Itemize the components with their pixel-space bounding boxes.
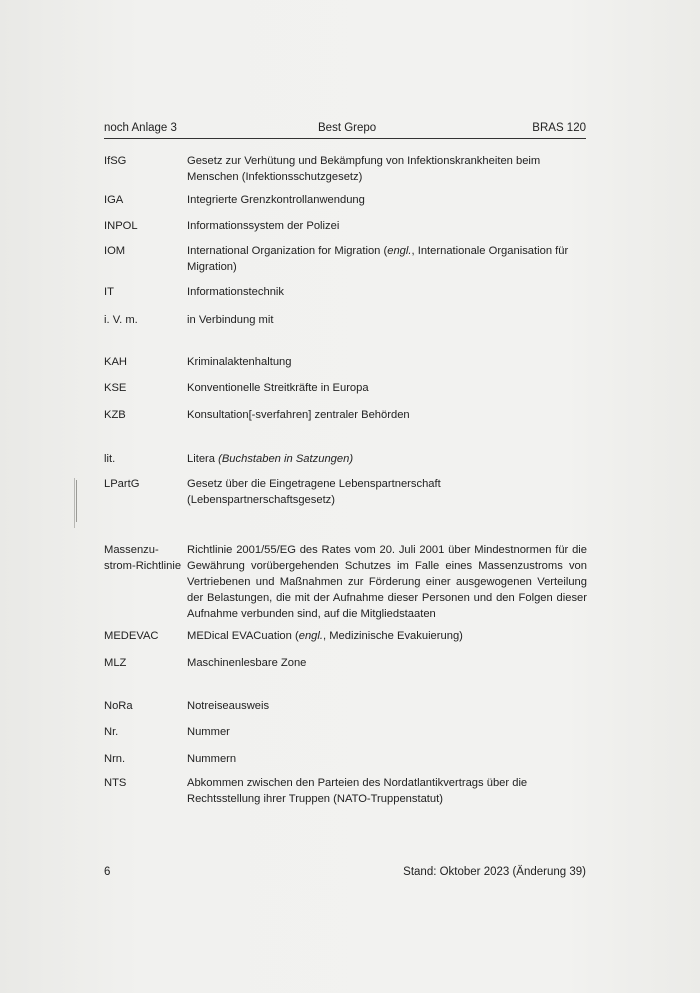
header-annex: noch Anlage 3 — [104, 122, 177, 134]
page-number: 6 — [104, 866, 111, 878]
entry-abbreviation: IT — [104, 286, 114, 298]
entry-abbreviation: Massenzu-strom-Richtlinie — [104, 544, 182, 572]
entry-definition: Integrierte Grenzkontrollanwendung — [187, 194, 365, 206]
entry-abbreviation: Nr. — [104, 726, 119, 738]
entry-abbreviation: MEDEVAC — [104, 630, 159, 642]
entry-definition: in Verbindung mit — [187, 314, 274, 326]
entry-definition: Abkommen zwischen den Parteien des Nordatlantikvertrags über die Rechtsstellung ihrer Truppen (NATO-Truppenstatut) — [187, 777, 528, 805]
entry-abbreviation: NTS — [104, 777, 127, 789]
header-title: Best Grepo — [318, 122, 377, 134]
entry-abbreviation: Nrn. — [104, 753, 126, 765]
header-reference: BRAS 120 — [532, 122, 586, 134]
revision-status: Stand: Oktober 2023 (Änderung 39) — [403, 866, 586, 878]
entry-definition: International Organization for Migration (engl., Internationale Organisation für Migration) — [187, 245, 569, 273]
entry-definition: Gesetz zur Verhütung und Bekämpfung von Infektionskrankheiten beim Menschen (Infektionsschutzgesetz) — [187, 155, 541, 183]
page-footer — [104, 866, 586, 882]
entry-definition: Nummer — [187, 726, 230, 738]
entry-abbreviation: KSE — [104, 382, 127, 394]
entry-definition: Konsultation[-sverfahren] zentraler Behörden — [187, 409, 410, 421]
entry-definition: Richtlinie 2001/55/EG des Rates vom 20. Juli 2001 über Mindestnormen für die Gewährung vorübergehenden Schutzes im Falle eines Massenzustroms von Vertriebenen und Maßnahmen zur Förderung einer ausgewogenen Verteilung der Belastungen, die mit der Aufnahme dieser Personen und den Folgen dieser Aufnahme verbunden sind, auf die Mitgliedstaaten — [187, 544, 587, 620]
entry-definition: Informationssystem der Polizei — [187, 220, 340, 232]
entry-abbreviation: LPartG — [104, 478, 140, 490]
entry-abbreviation: IOM — [104, 245, 126, 257]
page-header — [104, 122, 586, 139]
entry-definition: MEDical EVACuation (engl., Medizinische Evakuierung) — [187, 630, 463, 642]
entry-abbreviation: i. V. m. — [104, 314, 138, 326]
entry-definition: Kriminalaktenhaltung — [187, 356, 292, 368]
entry-definition: Konventionelle Streitkräfte in Europa — [187, 382, 369, 394]
entry-definition: Notreiseausweis — [187, 700, 270, 712]
entry-definition: Gesetz über die Eingetragene Lebenspartnerschaft (Lebenspartnerschaftsgesetz) — [187, 478, 441, 506]
entry-definition: Maschinenlesbare Zone — [187, 657, 307, 669]
entry-abbreviation: KAH — [104, 356, 128, 368]
entry-abbreviation: NoRa — [104, 700, 133, 712]
entry-abbreviation: INPOL — [104, 220, 138, 232]
entry-abbreviation: MLZ — [104, 657, 127, 669]
entry-definition: Informationstechnik — [187, 286, 285, 298]
entry-definition: Litera (Buchstaben in Satzungen) — [187, 453, 354, 465]
entry-abbreviation: IGA — [104, 194, 124, 206]
entry-abbreviation: IfSG — [104, 155, 127, 167]
entry-abbreviation: lit. — [104, 453, 116, 465]
entry-definition: Nummern — [187, 753, 237, 765]
margin-mark — [74, 478, 78, 528]
entry-abbreviation: KZB — [104, 409, 126, 421]
